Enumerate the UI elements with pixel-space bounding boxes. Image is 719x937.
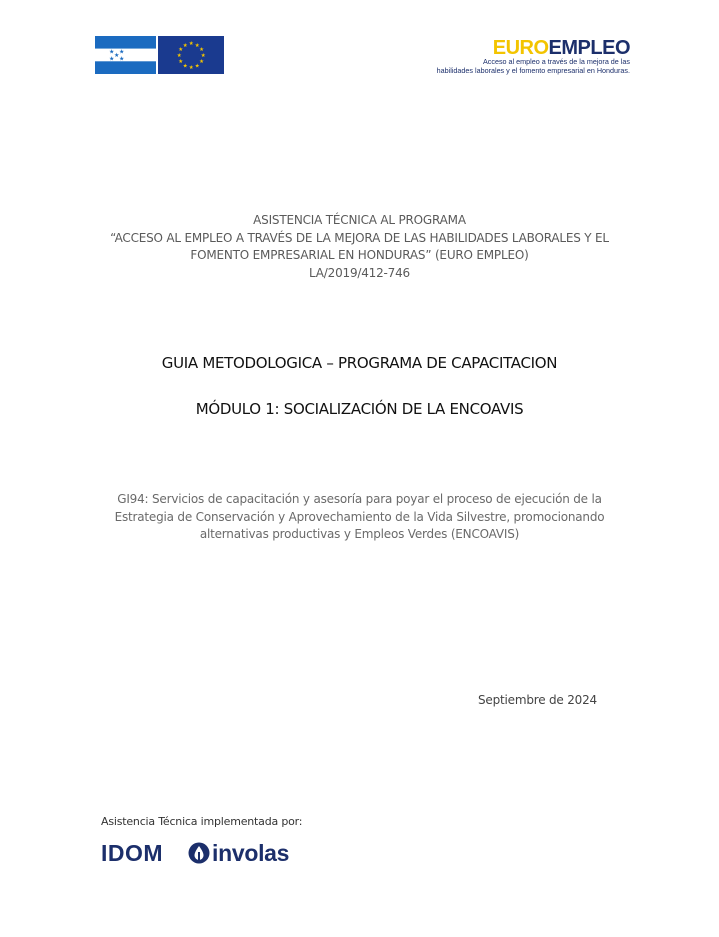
svg-text:★: ★ [109,55,115,63]
european-union-flag [158,36,224,74]
program-line-4: LA/2019/412-746 [309,265,410,280]
euroempleo-tagline-2: habilidades laborales y el fomento empresarial en Honduras. [436,65,630,75]
service-line-2: Estrategia de Conservación y Aprovechamiento de la Vida Silvestre, promocionando [114,509,605,524]
euroempleo-tagline-1: Acceso al empleo a través de la mejora de las [482,57,630,66]
program-heading [0,212,719,282]
eu-star-icon: ★ [182,63,188,70]
involas-wordmark: involas [212,840,290,866]
document-date: Septiembre de 2024 [478,693,597,707]
eu-star-icon: ★ [199,47,205,54]
svg-text:★: ★ [119,48,125,56]
eu-star-icon: ★ [178,59,184,66]
eu-star-icon: ★ [200,53,206,60]
eu-star-icon: ★ [188,65,194,72]
eu-star-icon: ★ [199,59,205,66]
program-line-3: FOMENTO EMPRESARIAL EN HONDURAS” (EURO EMPLEO) [190,248,529,262]
euroempleo-euro: EURO [492,37,549,59]
euroempleo-logo [420,38,630,75]
service-line-1: GI94: Servicios de capacitación y asesoría para poyar el proceso de ejecución de la [117,492,602,506]
svg-text:★: ★ [119,55,125,63]
eu-star-icon: ★ [188,41,194,48]
eu-star-icon: ★ [182,42,188,49]
eu-star-icon: ★ [194,42,200,49]
idom-logo: IDOM [101,840,164,866]
program-line-1: ASISTENCIA TÉCNICA AL PROGRAMA [253,213,466,227]
svg-text:★: ★ [109,48,115,56]
service-line-3: alternativas productivas y Empleos Verdes (ENCOAVIS) [199,527,520,541]
euroempleo-wordmark [420,38,630,58]
service-description [0,491,719,544]
program-line-2: “ACCESO AL EMPLEO A TRAVÉS DE LA MEJORA DE LAS HABILIDADES LABORALES Y EL [110,230,609,245]
involas-logo [188,840,289,866]
involas-drop-icon [188,842,210,864]
eu-star-icon: ★ [176,53,182,60]
honduras-flag [95,36,156,74]
module-title: MÓDULO 1: SOCIALIZACIÓN DE LA ENCOAVIS [195,400,524,418]
eu-star-icon: ★ [178,47,184,54]
euroempleo-empleo: EMPLEO [548,37,630,59]
eu-star-icon: ★ [194,63,200,70]
document-title: GUIA METODOLOGICA – PROGRAMA DE CAPACITACION [161,354,558,372]
implemented-by-label: Asistencia Técnica implementada por: [101,815,303,828]
svg-text:★: ★ [114,52,120,59]
